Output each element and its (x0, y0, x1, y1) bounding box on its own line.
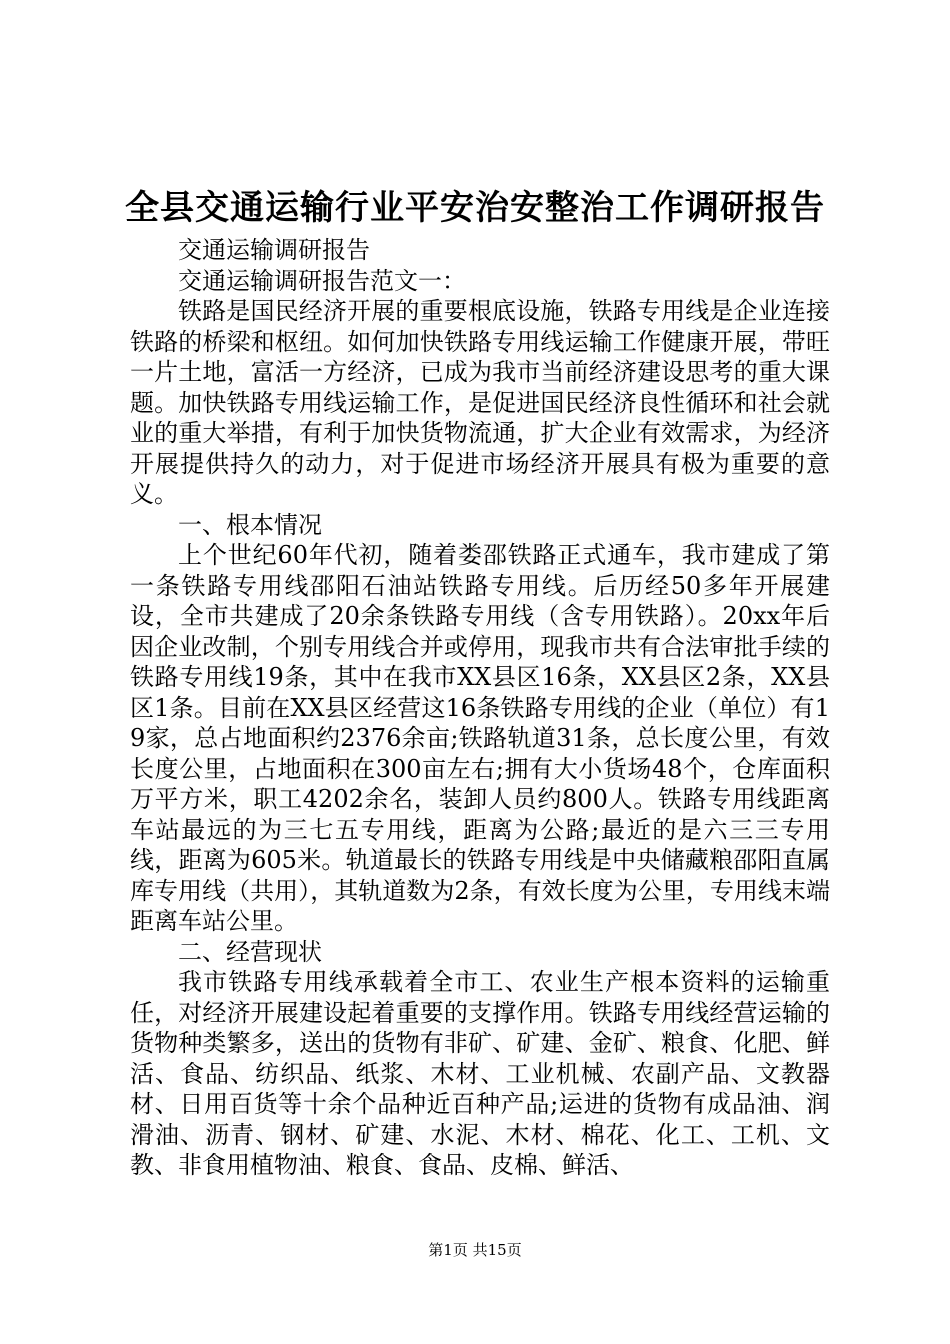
paragraph-basic-situation: 上个世纪60年代初，随着娄邵铁路正式通车，我市建成了第一条铁路专用线邵阳石油站铁路专用线。后历经50多年开展建设，全市共建成了20余条铁路专用线（含专用铁路）。20xx年后因企业改制，个别专用线合并或停用，现我市共有合法审批手续的铁路专用线19条，其中在我市XX县区16条，XX县区2条，XX县区1条。目前在XX县区经营这16条铁路专用线的企业（单位）有19家，总占地面积约2376余亩;铁路轨道31条，总长度公里，有效长度公里，占地面积在300亩左右;拥有大小货场48个，仓库面积万平方米，职工4202余名，装卸人员约800人。铁路专用线距离车站最远的为三七五专用线，距离为公路;最近的是六三三专用线，距离为605米。轨道最长的铁路专用线是中央储藏粮邵阳直属库专用线（共用），其轨道数为2条，有效长度为公里，专用线末端距离车站公里。 (130, 541, 830, 935)
paragraph-subtitle: 交通运输调研报告 (178, 236, 370, 264)
paragraph-intro: 铁路是国民经济开展的重要根底设施，铁路专用线是企业连接铁路的桥梁和枢纽。如何加快铁路专用线运输工作健康开展，带旺一片土地，富活一方经济，已成为我市当前经济建设思考的重大课题。加快铁路专用线运输工作，是促进国民经济良性循环和社会就业的重大举措，有利于加快货物流通，扩大企业有效需求，为经济开展提供持久的动力，对于促进市场经济开展具有极为重要的意义。 (130, 297, 830, 508)
page-footer: 第1页 共15页 (428, 1241, 522, 1259)
document-title: 全县交通运输行业平安治安整治工作调研报告 (125, 188, 825, 228)
paragraph-sample-heading: 交通运输调研报告范文一： (178, 266, 466, 295)
section-heading-operation-status: 二、经营现状 (178, 937, 322, 966)
document-body (130, 235, 830, 1181)
paragraph-operation-status: 我市铁路专用线承载着全市工、农业生产根本资料的运输重任，对经济开展建设起着重要的支撑作用。铁路专用线经营运输的货物种类繁多，送出的货物有非矿、矿建、金矿、粮食、化肥、鲜活、食品、纺织品、纸浆、木材、工业机械、农副产品、文教器材、日用百货等十余个品种近百种产品;运进的货物有成品油、润滑油、沥青、钢材、矿建、水泥、木材、棉花、化工、工机、文教、非食用植物油、粮食、食品、皮棉、鲜活、 (130, 968, 830, 1179)
section-heading-basic-situation: 一、根本情况 (178, 510, 322, 539)
